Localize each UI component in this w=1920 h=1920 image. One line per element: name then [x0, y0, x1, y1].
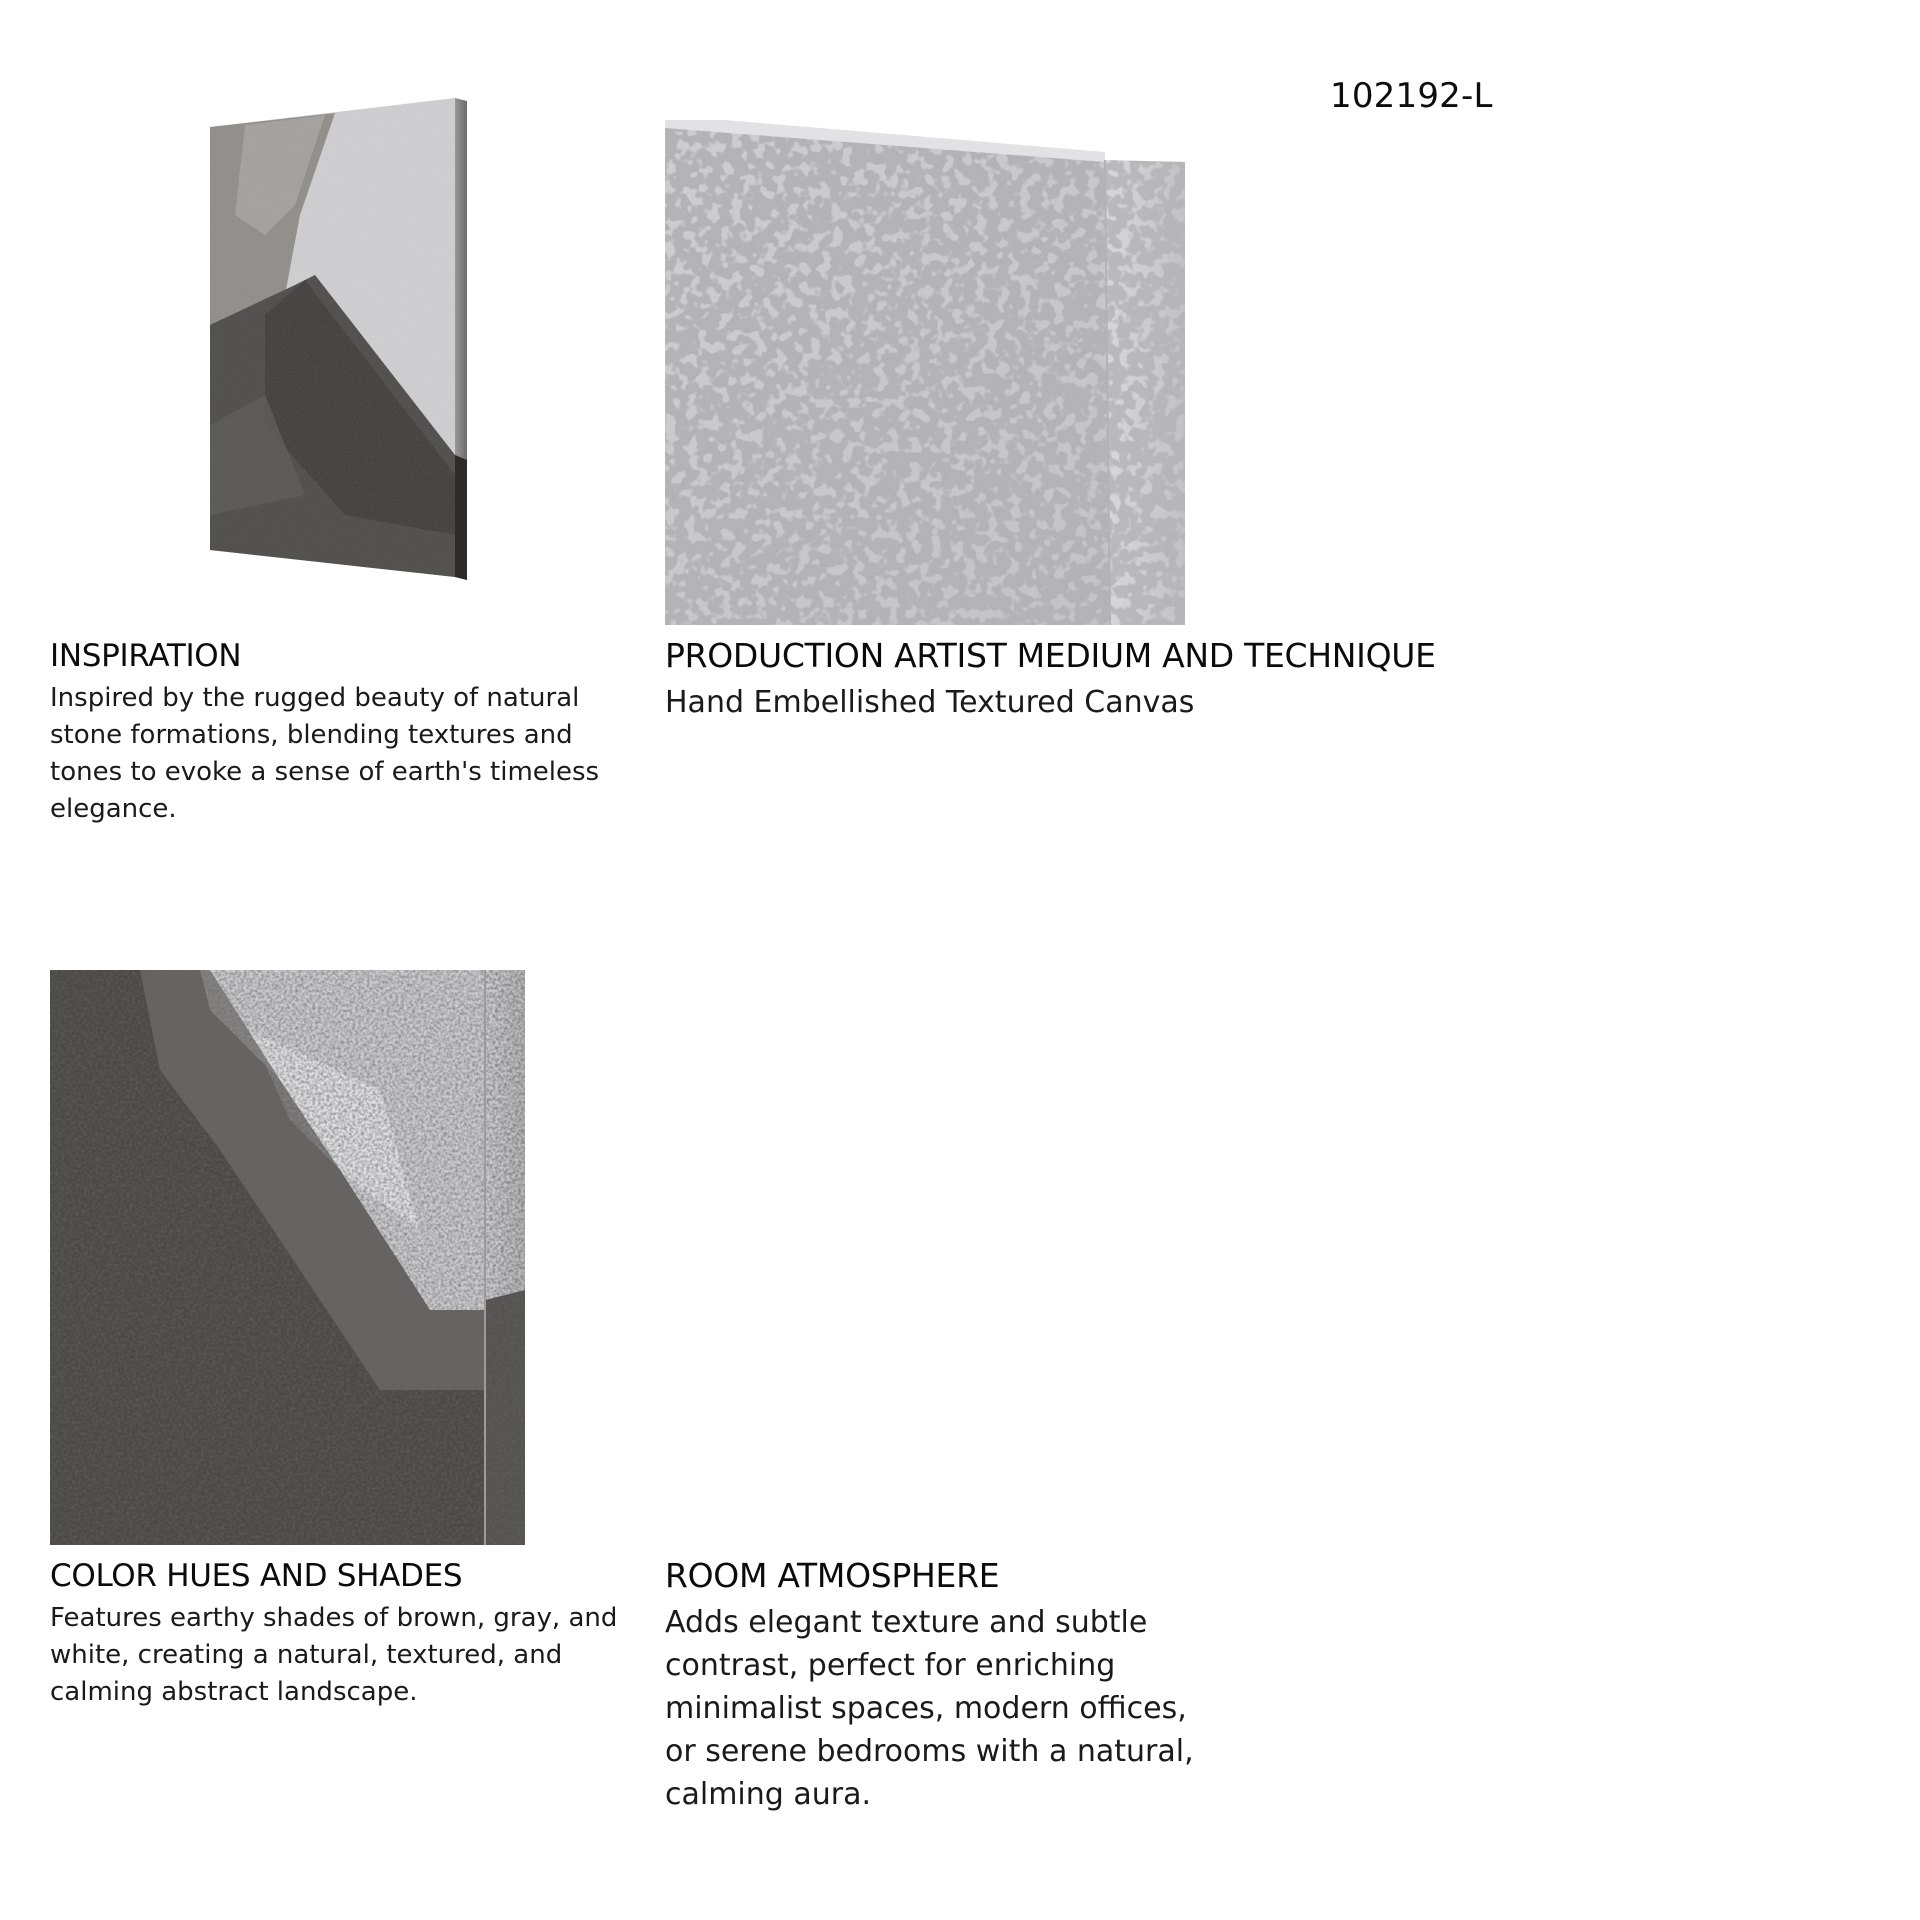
product-sku: 102192-L — [1330, 76, 1493, 116]
color-body: Features earthy shades of brown, gray, and white, creating a natural, textured, and calming abstract landscape. — [50, 1603, 618, 1707]
color-title: COLOR HUES AND SHADES — [50, 1558, 463, 1594]
corner-svg — [50, 970, 525, 1545]
color-section — [50, 1558, 630, 1711]
production-body: Hand Embellished Textured Canvas — [665, 685, 1195, 720]
closeup-svg — [665, 120, 1185, 625]
inspiration-title: INSPIRATION — [50, 638, 242, 674]
inspiration-body: Inspired by the rugged beauty of natural stone formations, blending textures and tones to evoke a sense of earth's timeless elegance. — [50, 683, 600, 824]
canvas-corner-detail-image — [50, 970, 525, 1545]
inspiration-section — [50, 638, 650, 828]
production-title: PRODUCTION ARTIST MEDIUM AND TECHNIQUE — [665, 636, 1436, 675]
artwork-front-view-image — [205, 95, 470, 580]
room-section — [665, 1556, 1225, 1816]
production-section — [665, 636, 1665, 724]
room-body: Adds elegant texture and subtle contrast, perfect for enriching minimalist spaces, modern offices, or serene bedrooms with a natural, calming aura. — [665, 1605, 1194, 1812]
canvas-texture-closeup-image — [665, 120, 1185, 625]
artwork-front-svg — [205, 95, 470, 580]
room-title: ROOM ATMOSPHERE — [665, 1556, 1000, 1595]
